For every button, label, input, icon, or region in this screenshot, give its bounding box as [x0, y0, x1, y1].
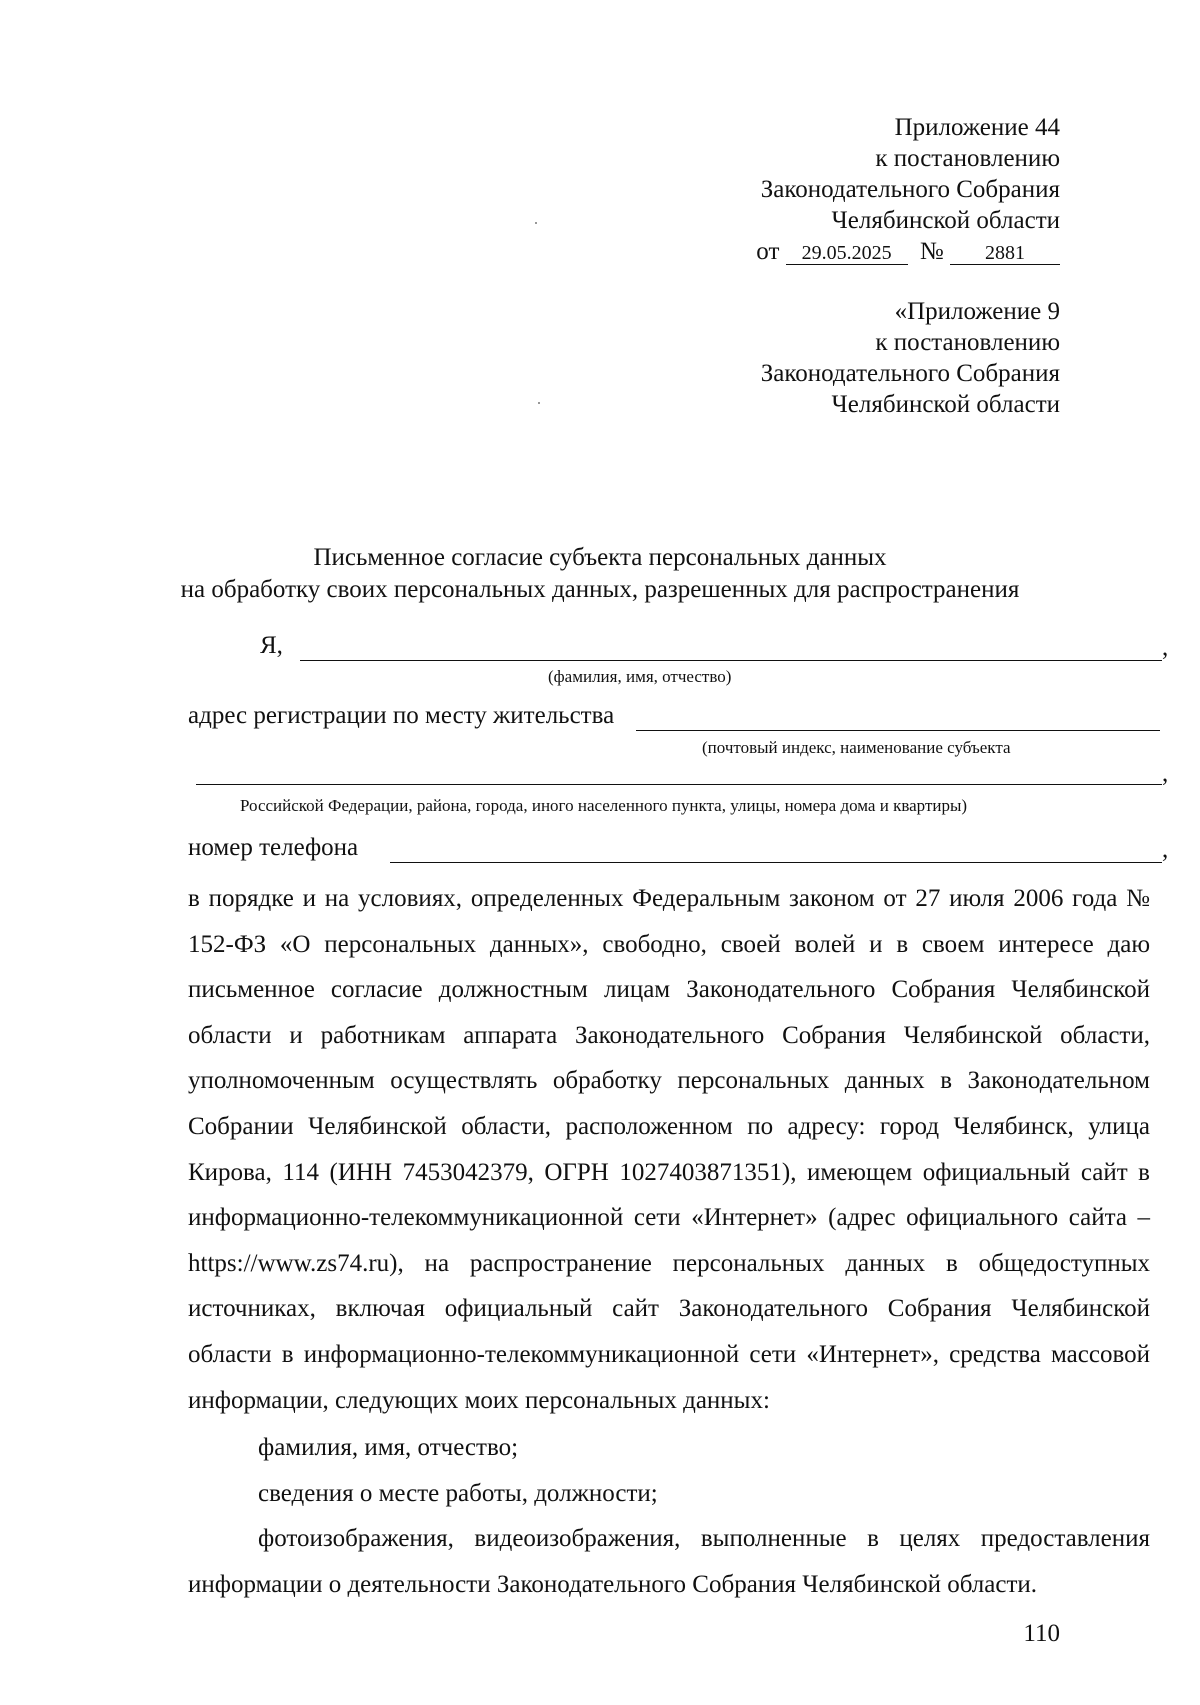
address-field[interactable] [636, 730, 1160, 731]
scan-speck [535, 222, 537, 224]
address-label: адрес регистрации по месту жительства [188, 702, 615, 729]
date-prefix: от [756, 238, 780, 265]
title-line-2: на обработку своих персональных данных, разрешенных для распространения [180, 576, 1020, 603]
title-line-1: Письменное согласие субъекта персональных данных [313, 544, 887, 571]
personal-data-list [188, 1425, 1150, 1607]
resolution-number: 2881 [950, 242, 1060, 265]
fio-label: Я, [260, 632, 283, 659]
fio-caption: (фамилия, имя, отчество) [548, 667, 732, 686]
consent-paragraph: в порядке и на условиях, определенных Федеральным законом от 27 июля 2006 года № 152-ФЗ «О персональных данных», свободно, своей волей и в своем интересе даю письменное согласие должностным лицам Законодательного Собрания Челябинской области и работникам аппарата Законодательного Собрания Челябинской области, уполномоченным осуществлять обработку персональных данных в Законодательном Собрании Челябинской области, расположенном по адресу: город Челябинск, улица Кирова, 114 (ИНН 7453042379, ОГРН 1027403871351), имеющем официальный сайт в информационно-телекоммуникационной сети «Интернет» (адрес официального сайта – https://www.zs74.ru), на распространение персональных данных в общедоступных источниках, включая официальный сайт Законодательного Собрания Челябинской области в информационно-телекоммуникационной сети «Интернет», средства массовой информации, следующих моих персональных данных: [188, 885, 1150, 1414]
address-caption-1: (почтовый индекс, наименование субъекта [702, 738, 1011, 757]
prev-appendix-number: «Приложение 9 [894, 298, 1060, 325]
address-field-continued[interactable] [196, 784, 1162, 785]
appendix-to-resolution: к постановлению [875, 145, 1060, 172]
prev-appendix-assembly: Законодательного Собрания [760, 360, 1060, 387]
resolution-date: 29.05.2025 [786, 242, 908, 265]
number-sign: № [919, 238, 944, 265]
appendix-assembly: Законодательного Собрания [760, 176, 1060, 203]
fio-comma: , [1162, 634, 1169, 661]
list-item: фамилия, имя, отчество; [258, 1434, 519, 1461]
document-title [0, 542, 1200, 606]
prev-appendix-region: Челябинской области [831, 391, 1060, 418]
list-item: фотоизображения, видеоизображения, выполненные в целях предоставления информации о деятельности Законодательного Собрания Челябинской области. [188, 1525, 1150, 1598]
phone-label: номер телефона [188, 834, 359, 861]
address-caption-2: Российской Федерации, района, города, иного населенного пункта, улицы, номера дома и квартиры) [240, 796, 968, 815]
list-item: сведения о месте работы, должности; [258, 1479, 658, 1507]
prev-appendix-to-resolution: к постановлению [875, 329, 1060, 356]
appendix-number: Приложение 44 [894, 114, 1060, 141]
fio-field[interactable] [300, 660, 1162, 661]
previous-appendix-header [761, 296, 1060, 420]
phone-comma: , [1162, 836, 1169, 863]
consent-body [188, 876, 1150, 1423]
appendix-region: Челябинской области [831, 207, 1060, 234]
resolution-date-line [756, 236, 1060, 267]
scan-speck [538, 402, 540, 404]
phone-field[interactable] [390, 862, 1162, 863]
address-comma: , [1162, 760, 1169, 787]
page-number: 110 [1023, 1620, 1060, 1647]
appendix-header [756, 112, 1060, 267]
